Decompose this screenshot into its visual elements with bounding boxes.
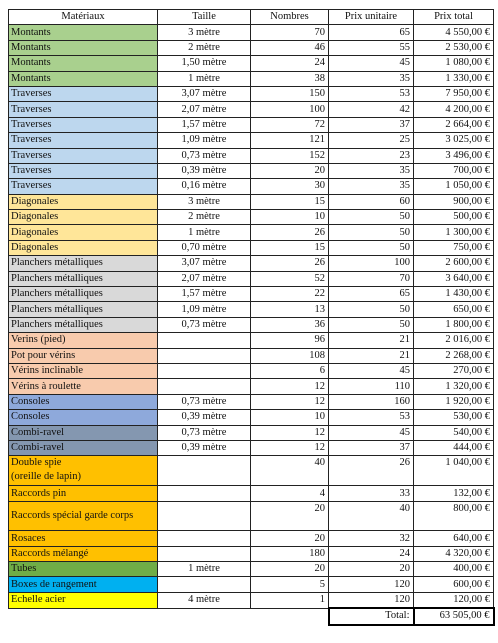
size-cell: 1 mètre — [158, 71, 251, 86]
size-cell: 1 mètre — [158, 562, 251, 577]
total-price-cell: 750,00 € — [414, 240, 494, 255]
total-price-cell: 2 600,00 € — [414, 256, 494, 271]
table-row — [9, 117, 494, 132]
total-price-cell: 1 920,00 € — [414, 394, 494, 409]
size-cell: 0,73 mètre — [158, 394, 251, 409]
unit-price-cell: 160 — [329, 394, 414, 409]
table-row — [9, 256, 494, 271]
unit-price-cell: 23 — [329, 148, 414, 163]
size-cell: 0,73 mètre — [158, 148, 251, 163]
material-cell: Traverses — [9, 102, 158, 117]
quantity-cell: 121 — [251, 133, 329, 148]
total-price-cell: 3 496,00 € — [414, 148, 494, 163]
size-cell: 4 mètre — [158, 592, 251, 608]
total-price-cell: 1 330,00 € — [414, 71, 494, 86]
size-cell: 2 mètre — [158, 210, 251, 225]
size-cell: 3 mètre — [158, 194, 251, 209]
unit-price-cell: 45 — [329, 363, 414, 378]
total-price-cell: 444,00 € — [414, 440, 494, 455]
unit-price-cell: 50 — [329, 240, 414, 255]
total-price-cell: 2 530,00 € — [414, 40, 494, 55]
unit-price-cell: 65 — [329, 287, 414, 302]
size-cell — [158, 456, 251, 486]
table-row — [9, 163, 494, 178]
quantity-cell: 6 — [251, 363, 329, 378]
unit-price-cell: 50 — [329, 210, 414, 225]
quantity-cell: 180 — [251, 546, 329, 561]
table-row — [9, 333, 494, 348]
unit-price-cell: 70 — [329, 271, 414, 286]
size-cell: 1 mètre — [158, 225, 251, 240]
total-price-cell: 1 040,00 € — [414, 456, 494, 486]
material-cell: Planchers métalliques — [9, 287, 158, 302]
material-cell: Combi-ravel — [9, 425, 158, 440]
table-row — [9, 287, 494, 302]
total-price-cell: 1 320,00 € — [414, 379, 494, 394]
unit-price-cell: 37 — [329, 440, 414, 455]
quantity-cell: 12 — [251, 394, 329, 409]
quantity-cell: 15 — [251, 194, 329, 209]
material-cell: Rosaces — [9, 531, 158, 546]
material-cell: Planchers métalliques — [9, 271, 158, 286]
total-price-cell: 640,00 € — [414, 531, 494, 546]
material-cell: Diagonales — [9, 225, 158, 240]
material-cell: Montants — [9, 25, 158, 40]
table-row — [9, 456, 494, 486]
total-price-cell: 1 430,00 € — [414, 287, 494, 302]
table-row — [9, 379, 494, 394]
table-row — [9, 71, 494, 86]
table-row — [9, 562, 494, 577]
size-cell: 0,39 mètre — [158, 410, 251, 425]
material-cell: Diagonales — [9, 194, 158, 209]
total-price-cell: 900,00 € — [414, 194, 494, 209]
total-price-cell: 4 320,00 € — [414, 546, 494, 561]
materials-price-table — [8, 9, 495, 626]
quantity-cell: 20 — [251, 163, 329, 178]
table-row — [9, 271, 494, 286]
quantity-cell: 20 — [251, 562, 329, 577]
total-price-cell: 2 268,00 € — [414, 348, 494, 363]
material-cell: Tubes — [9, 562, 158, 577]
material-cell: Traverses — [9, 179, 158, 194]
table-row — [9, 148, 494, 163]
size-cell: 2 mètre — [158, 40, 251, 55]
material-cell: Boxes de rangement — [9, 577, 158, 592]
size-cell — [158, 577, 251, 592]
size-cell: 3,07 mètre — [158, 256, 251, 271]
quantity-cell: 20 — [251, 501, 329, 531]
total-price-cell: 1 080,00 € — [414, 56, 494, 71]
total-price-cell: 120,00 € — [414, 592, 494, 608]
unit-price-cell: 21 — [329, 348, 414, 363]
table-row — [9, 317, 494, 332]
total-price-cell: 7 950,00 € — [414, 86, 494, 101]
material-cell: Traverses — [9, 163, 158, 178]
unit-price-cell: 60 — [329, 194, 414, 209]
total-price-cell: 540,00 € — [414, 425, 494, 440]
unit-price-cell: 35 — [329, 179, 414, 194]
quantity-cell: 26 — [251, 225, 329, 240]
size-cell: 1,09 mètre — [158, 133, 251, 148]
table-row — [9, 25, 494, 40]
table-row — [9, 410, 494, 425]
total-price-cell: 1 050,00 € — [414, 179, 494, 194]
unit-price-cell: 45 — [329, 56, 414, 71]
material-cell: Traverses — [9, 148, 158, 163]
quantity-cell: 72 — [251, 117, 329, 132]
table-row — [9, 210, 494, 225]
header-row — [9, 10, 494, 25]
total-price-cell: 2 016,00 € — [414, 333, 494, 348]
size-cell: 1,57 mètre — [158, 287, 251, 302]
total-label: Total: — [329, 608, 414, 624]
quantity-cell: 46 — [251, 40, 329, 55]
quantity-cell: 30 — [251, 179, 329, 194]
quantity-cell: 20 — [251, 531, 329, 546]
quantity-cell: 150 — [251, 86, 329, 101]
unit-price-cell: 65 — [329, 25, 414, 40]
total-price-cell: 2 664,00 € — [414, 117, 494, 132]
size-cell — [158, 333, 251, 348]
unit-price-cell: 53 — [329, 86, 414, 101]
total-price-cell: 1 300,00 € — [414, 225, 494, 240]
quantity-cell: 100 — [251, 102, 329, 117]
total-price-cell: 4 200,00 € — [414, 102, 494, 117]
unit-price-cell: 35 — [329, 71, 414, 86]
total-price-cell: 3 640,00 € — [414, 271, 494, 286]
material-cell: Raccords mélangé — [9, 546, 158, 561]
material-cell: Planchers métalliques — [9, 317, 158, 332]
table-row — [9, 501, 494, 531]
material-cell: Consoles — [9, 394, 158, 409]
quantity-cell: 38 — [251, 71, 329, 86]
unit-price-cell: 110 — [329, 379, 414, 394]
material-cell: Diagonales — [9, 210, 158, 225]
material-cell: Echelle acier — [9, 592, 158, 608]
size-cell: 0,73 mètre — [158, 317, 251, 332]
blank-cell — [9, 608, 158, 624]
material-cell: Pot pour vérins — [9, 348, 158, 363]
material-cell: Planchers métalliques — [9, 256, 158, 271]
total-price-cell: 650,00 € — [414, 302, 494, 317]
unit-price-cell: 25 — [329, 133, 414, 148]
quantity-cell: 10 — [251, 410, 329, 425]
table-row — [9, 102, 494, 117]
table-row — [9, 394, 494, 409]
material-cell: Diagonales — [9, 240, 158, 255]
quantity-cell: 40 — [251, 456, 329, 486]
size-cell — [158, 379, 251, 394]
table-row — [9, 240, 494, 255]
unit-price-cell: 35 — [329, 163, 414, 178]
total-price-cell: 600,00 € — [414, 577, 494, 592]
quantity-cell: 36 — [251, 317, 329, 332]
unit-price-cell: 33 — [329, 486, 414, 501]
header-materials: Matériaux — [9, 10, 158, 25]
unit-price-cell: 55 — [329, 40, 414, 55]
unit-price-cell: 37 — [329, 117, 414, 132]
table-row — [9, 179, 494, 194]
total-price-cell: 530,00 € — [414, 410, 494, 425]
unit-price-cell: 32 — [329, 531, 414, 546]
size-cell: 1,57 mètre — [158, 117, 251, 132]
unit-price-cell: 120 — [329, 592, 414, 608]
size-cell — [158, 531, 251, 546]
size-cell: 0,73 mètre — [158, 425, 251, 440]
quantity-cell: 10 — [251, 210, 329, 225]
header-unit-price: Prix unitaire — [329, 10, 414, 25]
blank-cell — [158, 608, 251, 624]
size-cell: 2,07 mètre — [158, 271, 251, 286]
material-cell: Raccords spécial garde corps — [9, 501, 158, 531]
table-row — [9, 486, 494, 501]
unit-price-cell: 120 — [329, 577, 414, 592]
material-cell: Traverses — [9, 86, 158, 101]
unit-price-cell: 53 — [329, 410, 414, 425]
material-cell: Montants — [9, 40, 158, 55]
quantity-cell: 13 — [251, 302, 329, 317]
unit-price-cell: 40 — [329, 501, 414, 531]
total-price-cell: 400,00 € — [414, 562, 494, 577]
unit-price-cell: 100 — [329, 256, 414, 271]
total-price-cell: 800,00 € — [414, 501, 494, 531]
material-cell: Montants — [9, 71, 158, 86]
quantity-cell: 52 — [251, 271, 329, 286]
material-cell: Double spie (oreille de lapin) — [9, 456, 158, 486]
material-cell: Vérins inclinable — [9, 363, 158, 378]
quantity-cell: 4 — [251, 486, 329, 501]
unit-price-cell: 50 — [329, 317, 414, 332]
size-cell — [158, 546, 251, 561]
size-cell: 0,39 mètre — [158, 163, 251, 178]
size-cell: 3 mètre — [158, 25, 251, 40]
size-cell: 1,09 mètre — [158, 302, 251, 317]
total-price-cell: 270,00 € — [414, 363, 494, 378]
total-price-cell: 700,00 € — [414, 163, 494, 178]
size-cell — [158, 348, 251, 363]
table-body — [9, 25, 494, 608]
quantity-cell: 12 — [251, 425, 329, 440]
table-row — [9, 133, 494, 148]
quantity-cell: 15 — [251, 240, 329, 255]
quantity-cell: 5 — [251, 577, 329, 592]
quantity-cell: 12 — [251, 379, 329, 394]
size-cell — [158, 363, 251, 378]
total-price-cell: 3 025,00 € — [414, 133, 494, 148]
quantity-cell: 24 — [251, 56, 329, 71]
table-row — [9, 531, 494, 546]
table-row — [9, 225, 494, 240]
quantity-cell: 1 — [251, 592, 329, 608]
unit-price-cell: 45 — [329, 425, 414, 440]
total-price-cell: 4 550,00 € — [414, 25, 494, 40]
header-quantity: Nombres — [251, 10, 329, 25]
material-cell: Traverses — [9, 133, 158, 148]
unit-price-cell: 42 — [329, 102, 414, 117]
table-row — [9, 40, 494, 55]
header-size: Taille — [158, 10, 251, 25]
table-row — [9, 425, 494, 440]
material-cell: Consoles — [9, 410, 158, 425]
table-row — [9, 440, 494, 455]
quantity-cell: 108 — [251, 348, 329, 363]
material-cell: Verins (pied) — [9, 333, 158, 348]
total-value: 63 505,00 € — [414, 608, 494, 624]
size-cell — [158, 501, 251, 531]
unit-price-cell: 26 — [329, 456, 414, 486]
material-cell: Montants — [9, 56, 158, 71]
total-row — [9, 608, 494, 624]
quantity-cell: 96 — [251, 333, 329, 348]
header-total-price: Prix total — [414, 10, 494, 25]
table-row — [9, 348, 494, 363]
size-cell: 1,50 mètre — [158, 56, 251, 71]
size-cell: 3,07 mètre — [158, 86, 251, 101]
total-price-cell: 132,00 € — [414, 486, 494, 501]
quantity-cell: 12 — [251, 440, 329, 455]
size-cell: 0,16 mètre — [158, 179, 251, 194]
table-row — [9, 546, 494, 561]
table-row — [9, 194, 494, 209]
material-cell: Raccords pin — [9, 486, 158, 501]
quantity-cell: 22 — [251, 287, 329, 302]
total-price-cell: 500,00 € — [414, 210, 494, 225]
blank-cell — [251, 608, 329, 624]
size-cell: 2,07 mètre — [158, 102, 251, 117]
table-row — [9, 86, 494, 101]
table-row — [9, 577, 494, 592]
material-cell: Traverses — [9, 117, 158, 132]
size-cell: 0,70 mètre — [158, 240, 251, 255]
size-cell — [158, 486, 251, 501]
unit-price-cell: 50 — [329, 302, 414, 317]
table-row — [9, 592, 494, 608]
unit-price-cell: 21 — [329, 333, 414, 348]
unit-price-cell: 24 — [329, 546, 414, 561]
quantity-cell: 70 — [251, 25, 329, 40]
table-row — [9, 56, 494, 71]
quantity-cell: 26 — [251, 256, 329, 271]
table-row — [9, 302, 494, 317]
unit-price-cell: 20 — [329, 562, 414, 577]
unit-price-cell: 50 — [329, 225, 414, 240]
material-cell: Combi-ravel — [9, 440, 158, 455]
size-cell: 0,39 mètre — [158, 440, 251, 455]
total-price-cell: 1 800,00 € — [414, 317, 494, 332]
table-row — [9, 363, 494, 378]
material-cell: Vérins à roulette — [9, 379, 158, 394]
material-cell: Planchers métalliques — [9, 302, 158, 317]
quantity-cell: 152 — [251, 148, 329, 163]
